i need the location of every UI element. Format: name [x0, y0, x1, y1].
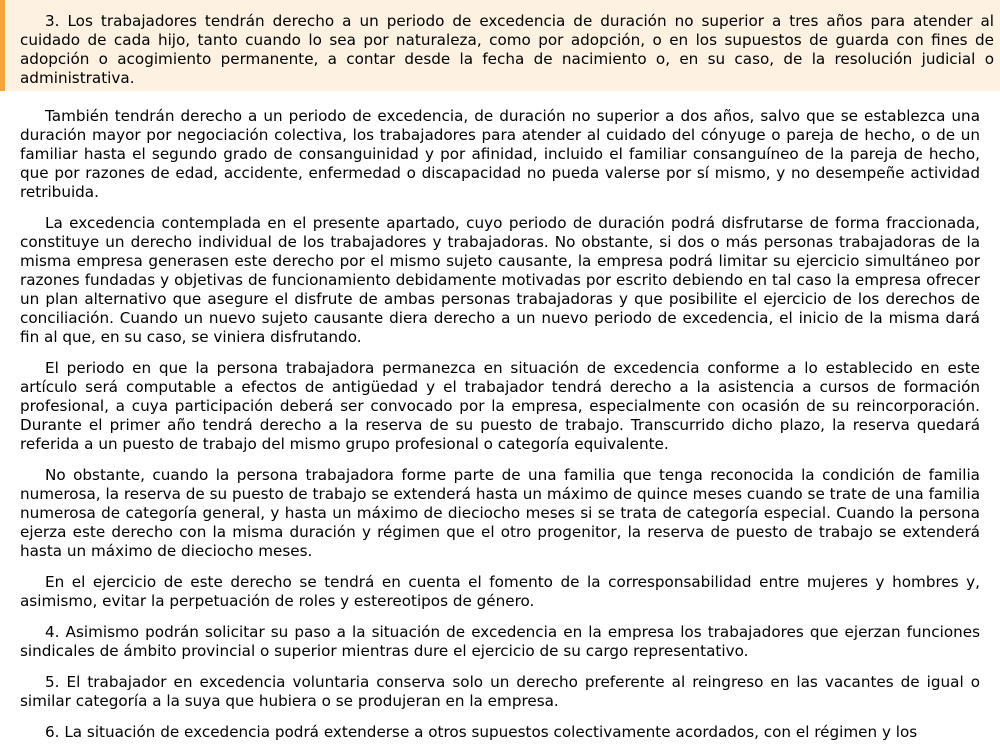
- paragraph-co-responsibility: En el ejercicio de este derecho se tendrá en cuenta el fomento de la corresponsabilidad entre mujeres y hombres y, asimismo, evitar la perpetuación de roles y estereotipos de género.: [20, 573, 980, 610]
- paragraph-large-family: No obstante, cuando la persona trabajadora forme parte de una familia que tenga reconocida la condición de familia numerosa, la reserva de su puesto de trabajo se extenderá hasta un máximo de quince meses cuando se trate de una familia numerosa de categoría general, y hasta un máximo de dieciocho meses si se trata de categoría especial. Cuando la persona ejerza este derecho con la misma duración y régimen que el otro progenitor, la reserva de puesto de trabajo se extenderá hasta un máximo de dieciocho meses.: [20, 466, 980, 560]
- paragraph-section-4: 4. Asimismo podrán solicitar su paso a la situación de excedencia en la empresa los trabajadores que ejerzan funciones sindicales de ámbito provincial o superior mientras dure el ejercicio de su cargo representativo.: [20, 623, 980, 660]
- paragraph-section-6: 6. La situación de excedencia podrá extenderse a otros supuestos colectivamente acordados, con el régimen y los: [45, 723, 918, 741]
- paragraph-family-care-leave: También tendrán derecho a un periodo de excedencia, de duración no superior a dos años, salvo que se establezca una duración mayor por negociación colectiva, los trabajadores para atender al cuidado del cónyuge o pareja de hecho, o de un familiar hasta el segundo grado de consanguinidad y por afinidad, incluido el familiar consanguíneo de la pareja de hecho, que por razones de edad, accidente, enfermedad o discapacidad no pueda valerse por sí mismo, y no desempeñe actividad retribuida.: [20, 107, 980, 201]
- paragraph-seniority-computation: El periodo en que la persona trabajadora permanezca en situación de excedencia conforme a lo establecido en este artículo será computable a efectos de antigüedad y el trabajador tendrá derecho a la asistencia a cursos de formación profesional, a cuya participación deberá ser convocado por la empresa, especialmente con ocasión de su reincorporación. Durante el primer año tendrá derecho a la reserva de su puesto de trabajo. Transcurrido dicho plazo, la reserva quedará referida a un puesto de trabajo del mismo grupo profesional o categoría equivalente.: [20, 359, 980, 453]
- paragraph-fractioned-leave: La excedencia contemplada en el presente apartado, cuyo periodo de duración podrá disfrutarse de forma fraccionada, constituye un derecho individual de los trabajadores y trabajadoras. No obstante, si dos o más personas trabajadoras de la misma empresa generasen este derecho por el mismo sujeto causante, la empresa podrá limitar su ejercicio simultáneo por razones fundadas y objetivas de funcionamiento debidamente motivadas por escrito debiendo en tal caso la empresa ofrecer un plan alternativo que asegure el disfrute de ambas personas trabajadoras y que posibilite el ejercicio de los derechos de conciliación. Cuando un nuevo sujeto causante diera derecho a un nuevo periodo de excedencia, el inicio de la misma dará fin al que, en su caso, se viniera disfrutando.: [20, 214, 980, 346]
- highlighted-paragraph-section-3: 3. Los trabajadores tendrán derecho a un periodo de excedencia de duración no superior a tres años para atender al cuidado de cada hijo, tanto cuando lo sea por naturaleza, como por adopción, o en los supuestos de guarda con fines de adopción o acogimiento permanente, a contar desde la fecha de nacimiento o, en su caso, de la resolución judicial o administrativa.: [0, 0, 1000, 91]
- paragraph-section-5: 5. El trabajador en excedencia voluntaria conserva solo un derecho preferente al reingreso en las vacantes de igual o similar categoría a la suya que hubiera o se produjeran en la empresa.: [20, 673, 980, 710]
